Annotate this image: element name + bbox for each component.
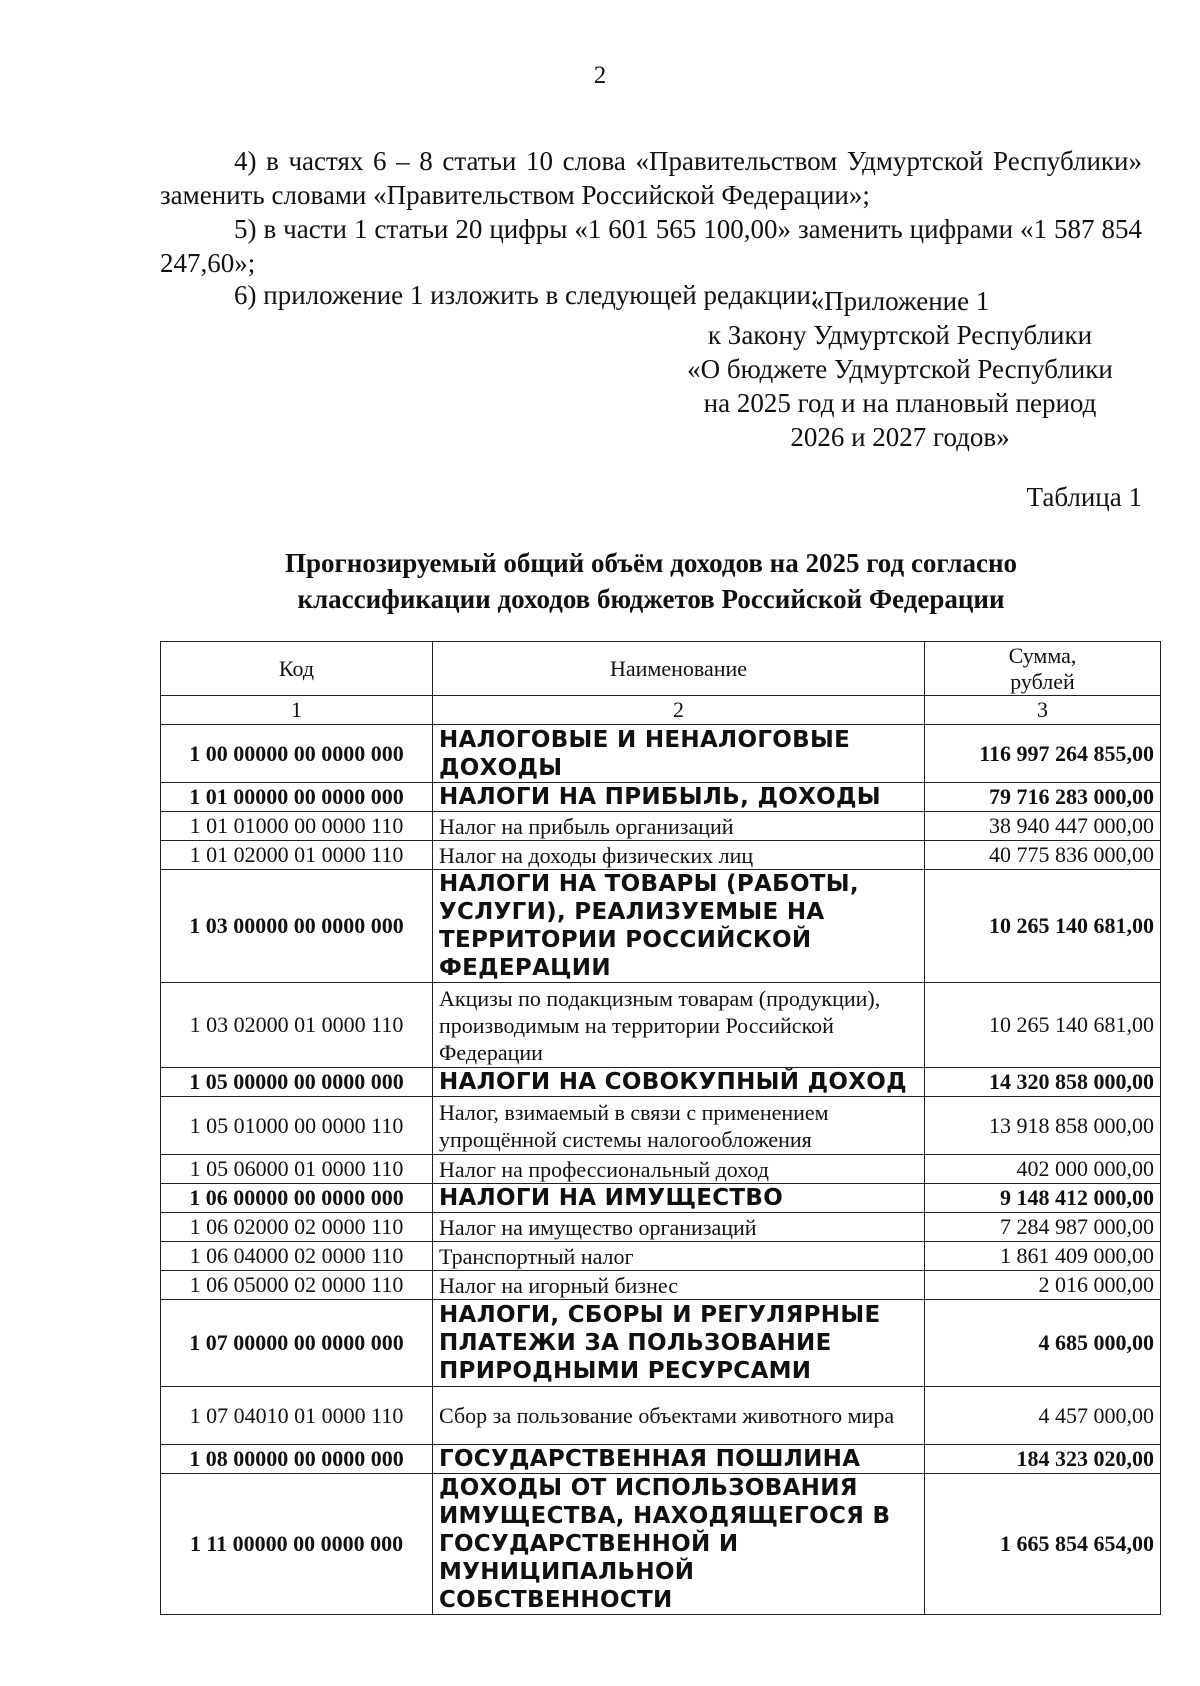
header-sum (925, 642, 1161, 696)
header-name: Наименование (433, 642, 925, 696)
row-sum: 14 320 858 000,00 (925, 1068, 1161, 1097)
column-number-3: 3 (925, 696, 1161, 725)
table-label: Таблица 1 (1026, 482, 1142, 512)
table-row (161, 725, 1161, 783)
table-row (161, 783, 1161, 812)
row-sum: 4 685 000,00 (925, 1300, 1161, 1387)
row-code: 1 05 06000 01 0000 110 (161, 1155, 433, 1184)
row-sum: 40 775 836 000,00 (925, 841, 1161, 870)
table-title-line-1: Прогнозируемый общий объём доходов на 2025 год согласно (284, 548, 1018, 578)
row-name: НАЛОГОВЫЕ И НЕНАЛОГОВЫЕ ДОХОДЫ (433, 725, 925, 783)
row-name: НАЛОГИ, СБОРЫ И РЕГУЛЯРНЫЕ ПЛАТЕЖИ ЗА ПОЛЬЗОВАНИЕ ПРИРОДНЫМИ РЕСУРСАМИ (433, 1300, 925, 1387)
row-name: Налог на доходы физических лиц (433, 841, 925, 870)
appendix-line-1: «Приложение 1 (810, 286, 990, 316)
row-sum: 402 000 000,00 (925, 1155, 1161, 1184)
income-table (160, 641, 1161, 1615)
row-code: 1 03 00000 00 0000 000 (161, 870, 433, 983)
table-row (161, 1068, 1161, 1097)
row-sum: 38 940 447 000,00 (925, 812, 1161, 841)
table-row (161, 1271, 1161, 1300)
table-title (160, 545, 1142, 617)
table-row (161, 1300, 1161, 1387)
row-name: Налог, взимаемый в связи с применением упрощённой системы налогообложения (433, 1097, 925, 1155)
appendix-line-5: 2026 и 2027 годов» (790, 422, 1010, 452)
row-code: 1 05 00000 00 0000 000 (161, 1068, 433, 1097)
row-name: Налог на профессиональный доход (433, 1155, 925, 1184)
appendix-line-4: на 2025 год и на плановый период (703, 388, 1097, 418)
row-code: 1 06 00000 00 0000 000 (161, 1184, 433, 1213)
row-name: Налог на имущество организаций (433, 1213, 925, 1242)
row-name: НАЛОГИ НА ИМУЩЕСТВО (433, 1184, 925, 1213)
table-row (161, 1184, 1161, 1213)
table-row (161, 1097, 1161, 1155)
row-code: 1 11 00000 00 0000 000 (161, 1474, 433, 1615)
appendix-line-2: к Закону Удмуртской Республики (707, 320, 1093, 350)
row-sum: 2 016 000,00 (925, 1271, 1161, 1300)
row-code: 1 01 00000 00 0000 000 (161, 783, 433, 812)
row-sum: 79 716 283 000,00 (925, 783, 1161, 812)
row-name: Транспортный налог (433, 1242, 925, 1271)
row-code: 1 08 00000 00 0000 000 (161, 1445, 433, 1474)
table-title-line-2: классификации доходов бюджетов Российской Федерации (297, 584, 1005, 614)
row-name: НАЛОГИ НА ПРИБЫЛЬ, ДОХОДЫ (433, 783, 925, 812)
header-sum-line-2: рублей (1010, 668, 1075, 694)
row-code: 1 07 04010 01 0000 110 (161, 1387, 433, 1445)
row-sum: 1 861 409 000,00 (925, 1242, 1161, 1271)
table-row (161, 1242, 1161, 1271)
row-code: 1 06 04000 02 0000 110 (161, 1242, 433, 1271)
amendment-item-6: 6) приложение 1 изложить в следующей редакции: (234, 280, 819, 310)
table-row (161, 870, 1161, 983)
table-row (161, 1213, 1161, 1242)
row-sum: 10 265 140 681,00 (925, 983, 1161, 1068)
page-number: 2 (593, 62, 607, 89)
table-row (161, 983, 1161, 1068)
amendment-item-4: 4) в частях 6 – 8 статьи 10 слова «Правительством Удмуртской Республики» заменить словами «Правительством Российской Федерации»; (160, 146, 1142, 210)
row-name: Акцизы по подакцизным товарам (продукции), производимым на территории Российской Федерации (433, 983, 925, 1068)
row-code: 1 01 02000 01 0000 110 (161, 841, 433, 870)
row-name: Сбор за пользование объектами животного мира (433, 1387, 925, 1445)
header-sum-line-1: Сумма, (1008, 642, 1077, 668)
row-name: НАЛОГИ НА СОВОКУПНЫЙ ДОХОД (433, 1068, 925, 1097)
row-name: Налог на прибыль организаций (433, 812, 925, 841)
table-row (161, 1445, 1161, 1474)
row-sum: 9 148 412 000,00 (925, 1184, 1161, 1213)
row-name: НАЛОГИ НА ТОВАРЫ (РАБОТЫ, УСЛУГИ), РЕАЛИЗУЕМЫЕ НА ТЕРРИТОРИИ РОССИЙСКОЙ ФЕДЕРАЦИИ (433, 870, 925, 983)
row-code: 1 06 02000 02 0000 110 (161, 1213, 433, 1242)
table-header-row (161, 642, 1161, 696)
column-number-1: 1 (161, 696, 433, 725)
row-sum: 184 323 020,00 (925, 1445, 1161, 1474)
table-row (161, 1387, 1161, 1445)
row-sum: 13 918 858 000,00 (925, 1097, 1161, 1155)
row-code: 1 00 00000 00 0000 000 (161, 725, 433, 783)
row-code: 1 05 01000 00 0000 110 (161, 1097, 433, 1155)
table-row (161, 841, 1161, 870)
row-name: ГОСУДАРСТВЕННАЯ ПОШЛИНА (433, 1445, 925, 1474)
row-code: 1 06 05000 02 0000 110 (161, 1271, 433, 1300)
table-row (161, 812, 1161, 841)
row-sum: 10 265 140 681,00 (925, 870, 1161, 983)
row-name: Налог на игорный бизнес (433, 1271, 925, 1300)
row-code: 1 01 01000 00 0000 110 (161, 812, 433, 841)
row-sum: 7 284 987 000,00 (925, 1213, 1161, 1242)
row-code: 1 03 02000 01 0000 110 (161, 983, 433, 1068)
amendment-item-5: 5) в части 1 статьи 20 цифры «1 601 565 100,00» заменить цифрами «1 587 854 247,60»; (160, 214, 1142, 278)
appendix-line-3: «О бюджете Удмуртской Республики (687, 354, 1113, 384)
row-sum: 1 665 854 654,00 (925, 1474, 1161, 1615)
table-row (161, 1474, 1161, 1615)
table-row (161, 1155, 1161, 1184)
appendix-header (680, 284, 1120, 454)
column-number-2: 2 (433, 696, 925, 725)
row-code: 1 07 00000 00 0000 000 (161, 1300, 433, 1387)
row-sum: 116 997 264 855,00 (925, 725, 1161, 783)
row-sum: 4 457 000,00 (925, 1387, 1161, 1445)
header-code: Код (161, 642, 433, 696)
row-name: ДОХОДЫ ОТ ИСПОЛЬЗОВАНИЯ ИМУЩЕСТВА, НАХОДЯЩЕГОСЯ В ГОСУДАРСТВЕННОЙ И МУНИЦИПАЛЬНОЙ СОБСТВЕННОСТИ (433, 1474, 925, 1615)
column-numbers-row (161, 696, 1161, 725)
